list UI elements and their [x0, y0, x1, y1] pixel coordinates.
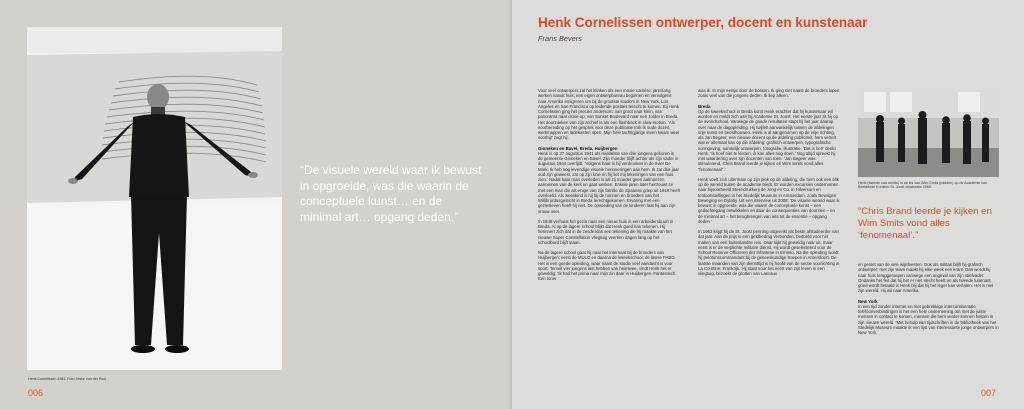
pull-quote-left: “De visuele wereld waar ik bewust in opgroeide, was die waarin de conceptuele kunst… en de minimal art… opgang deden.”	[300, 163, 482, 224]
text-column-3	[858, 262, 1000, 340]
photo-caption: Henk Cornelissen 1981. Foto Jeske van der Pool	[28, 377, 107, 381]
classroom-photo	[858, 88, 999, 177]
paragraph: Henk voelt zich uitermate op zijn plek op de afdeling, die hem ook een blik op de wereld buiten de academie biedt. Er worden excursies ondernomen naar bijvoorbeeld Steendrukkerij de Jong en Co. in Hilversum en tentoonstellingen in het Stedelijk Museum in Amsterdam, zoals Bewogen Beweging en Dylaby. Uit een interview uit 2008: ‘De visuele wereld waar ik bewust in opgroeide, was die waarin de conceptuele kunst – een gedachtegang ontwikkelen en daar de consequenties van doorzien – en de minimal art – het terugbrengen van iets tot de essentie – opgang deden.’	[698, 176, 840, 224]
paragraph: Na de lagere school gaat hij naar het internaat bij de broeders van Huijbergen; eerst de MULO en daarna de kweekschool, de latere PABO. Het is een goede opleiding, waar naast de studie veel aandacht is voor sport. Tervell vier jongens last hebben van heimwee, vindt Henk het er geweldig. ‘Ik had het prima naar mijn zin daar in Huijbergen. Fantastisch. Een toner	[538, 250, 677, 282]
paragraph: In 1963 krijgt hij de St. Joost penning uitgereikt als beste afstudeerder van dat jaar. Aan de prijs is een geldbedrag verbonden, bedoeld voor het maken van een buitenlandse reis. Daar kijkt hij geweldig naar uit, maar eerst is er de verplichte militaire dienst. Hij wordt geselecteerd voor de School Reserve Officieren der Infanterie in Ermelo. Na die opleiding wordt hij pelotonscommandant bij de geneeskundige troepen in Amersfoort. De laatste maanden van zijn diensttijd is hij hoofd van de sectie voorlichting in La Courtine, Frankrijk. Hij staat voor het eerst van zijn leven in een vliegtuig, bezoekt de grotten van Lascaux	[698, 229, 840, 277]
article-author: Frans Bevers	[538, 34, 582, 43]
section-heading: New York	[858, 298, 878, 304]
artist-at-canvas-illustration	[27, 27, 282, 370]
paragraph: was ik. In mijn eentje door de bossen. Ik ging niet naast de broeders lopen zoals veel van die jongens deden. Ik liep alleen.’	[698, 88, 840, 99]
article-title: Henk Cornelissen ontwerper, docent en kunstenaar	[538, 15, 868, 30]
paragraph: In een tijd zonder internet en met gebrekkige intercontinentale telefoonverbindingen is het een hele onderneming om met de juiste mensen in contact te komen, mensen die hem verder kunnen helpen in zijn nieuwe wereld. ‘Met behulp van tijdschriften in de bibliotheek van het Stedelijk Museum maakte ik een lijst van interessante jonge ontwerpers in New York.	[858, 303, 999, 336]
page-number-left: 006	[28, 388, 44, 398]
text-column-2	[698, 88, 840, 281]
artist-photo	[27, 27, 282, 370]
text-column-1	[538, 88, 680, 287]
paragraph: Op de kweekschool in Breda komt Henk erachter dat hij kunstenaar wil worden en meldt zich aan bij Academie St. Joost. Het eerste jaar zit hij op de avondschool. Vanwege de goede resultaten stapt hij het jaar daarop over naar de dagopleiding. Hij twijfelt aanvankelijk tussen de afdelingen vrije kunst en beeldhouwen. Henk is al aangenomen op de vrije richting, als Jan Begeer, een nieuwe docent op de afdeling publiciteit, hem vertelt wat er allemaal kan op die afdeling: grafisch ontwerpen, typografische vormgeving, ruimtelijk ontwerpen, fotografie, illustratie. ‘Dat is het!’ denkt Henk. ‘Ik hoef niet te kiezen, ik kan alles nog doen.’ Nog altijd spreekt hij met waardering over zijn docenten van toen. ‘Jan Begeer was stimulerend, Chris Brand leerde je kijken en Wim Smits vond alles “fenomenaal”.’	[698, 108, 838, 172]
paragraph: In 1948 verhuist het gezin naar een nieuw huis in een arbeidersbuurt in Breda. Al op de lagere school blijkt dat Henk goed kan tekenen. Hij herinnert zich dat in de zesde klas een tekening die hij maakte van het nieuwe Super Constellation vliegtuig veertien dagen lang op het schoolbord blijft staan.	[538, 218, 674, 245]
classroom-photo-caption: Henk (tweede van rechts) in de les van Wim Smits (midden) op de Academie van Beeldende Kunsten St. Joost omstreeks 1960.	[858, 181, 988, 190]
paragraph: Henk is op 27 augustus 1941 als middelste van drie jongens geboren in de gemeente Ginneken en Bavel. Zijn moeder blijft achter als zijn vader in augustus 1944 overlijdt. ‘Volgens haar is hij verdronken in de rivier De Mark. Ik heb nog levendige visuele herinneringen aan hem. Ik zat drie jaar oud zijn geweest, zat op zijn knie en hij liet mij tekeningen van een huis zien.’ Nadat haar man overleden is wil zij moeder geen aalmoezen aannemen van de kerk en gaat werken. Enkele jaren later hertrouwt ze met een man die als enige van zijn familie de Spaanse griep uit 1918 heeft overleefd. Als weeskind is hij bij de nonnen en broeders van het Willibrordusgesticht in Breda terechtgekomen. Ervaring met een gezinsleven heeft hij niet. De opvoeding van de kinderen laat hij aan zijn vrouw over.	[538, 150, 680, 214]
paragraph: Voor veel ontwerpers zal het klinken als een mooie carrière: jarenlang werken vanuit huis, een eigen ontwerpbureau beginnen en vervolgens naar Amerika emigreren om bij de grootste studio’s in New York, Los Angeles en San Francisco op leidende posities terecht te komen. Bij Henk Cornelissen ging het precies andersom: van groot naar klein, van panorama naar close-up, van Sunset Boulevard naar een zolder in Breda. Het doorzoeken van zijn archief is als een flashback in slow-motion. ‘Als voorbereiding op het gesprek voor deze publicatie trok ik oude dozen, werkmappen en ladekasten open. Mijn hele tachtigjarige leven kwam weer voorbij!’ zegt hij.	[538, 88, 680, 141]
paragraph: en geniet van de vele wijnfeesten. Ook als militair blijft hij grafisch ontwerper: met zijn team maakt hij elke week een krant. Dan wordt hij naar huis teruggeroepen vanwege een ongeval van zijn stiefvader. Ondanks het feit dat hij het er niet slecht heeft en als tweede luitenant goed wordt betaald is Henk blij dat hij het leger kan verlaten. Het is niet zijn wereld. Hij wil naar Amerika.	[858, 262, 994, 294]
section-heading: Ginneken en Bavel, Breda, Huijbergen	[538, 145, 618, 151]
page-number-right: 007	[980, 388, 996, 398]
classroom-illustration	[858, 88, 999, 177]
pull-quote-right: “Chris Brand leerde je kijken en Wim Smits vond alles ‘fenomenaal’.”	[858, 206, 992, 242]
section-heading: Breda	[698, 103, 711, 109]
